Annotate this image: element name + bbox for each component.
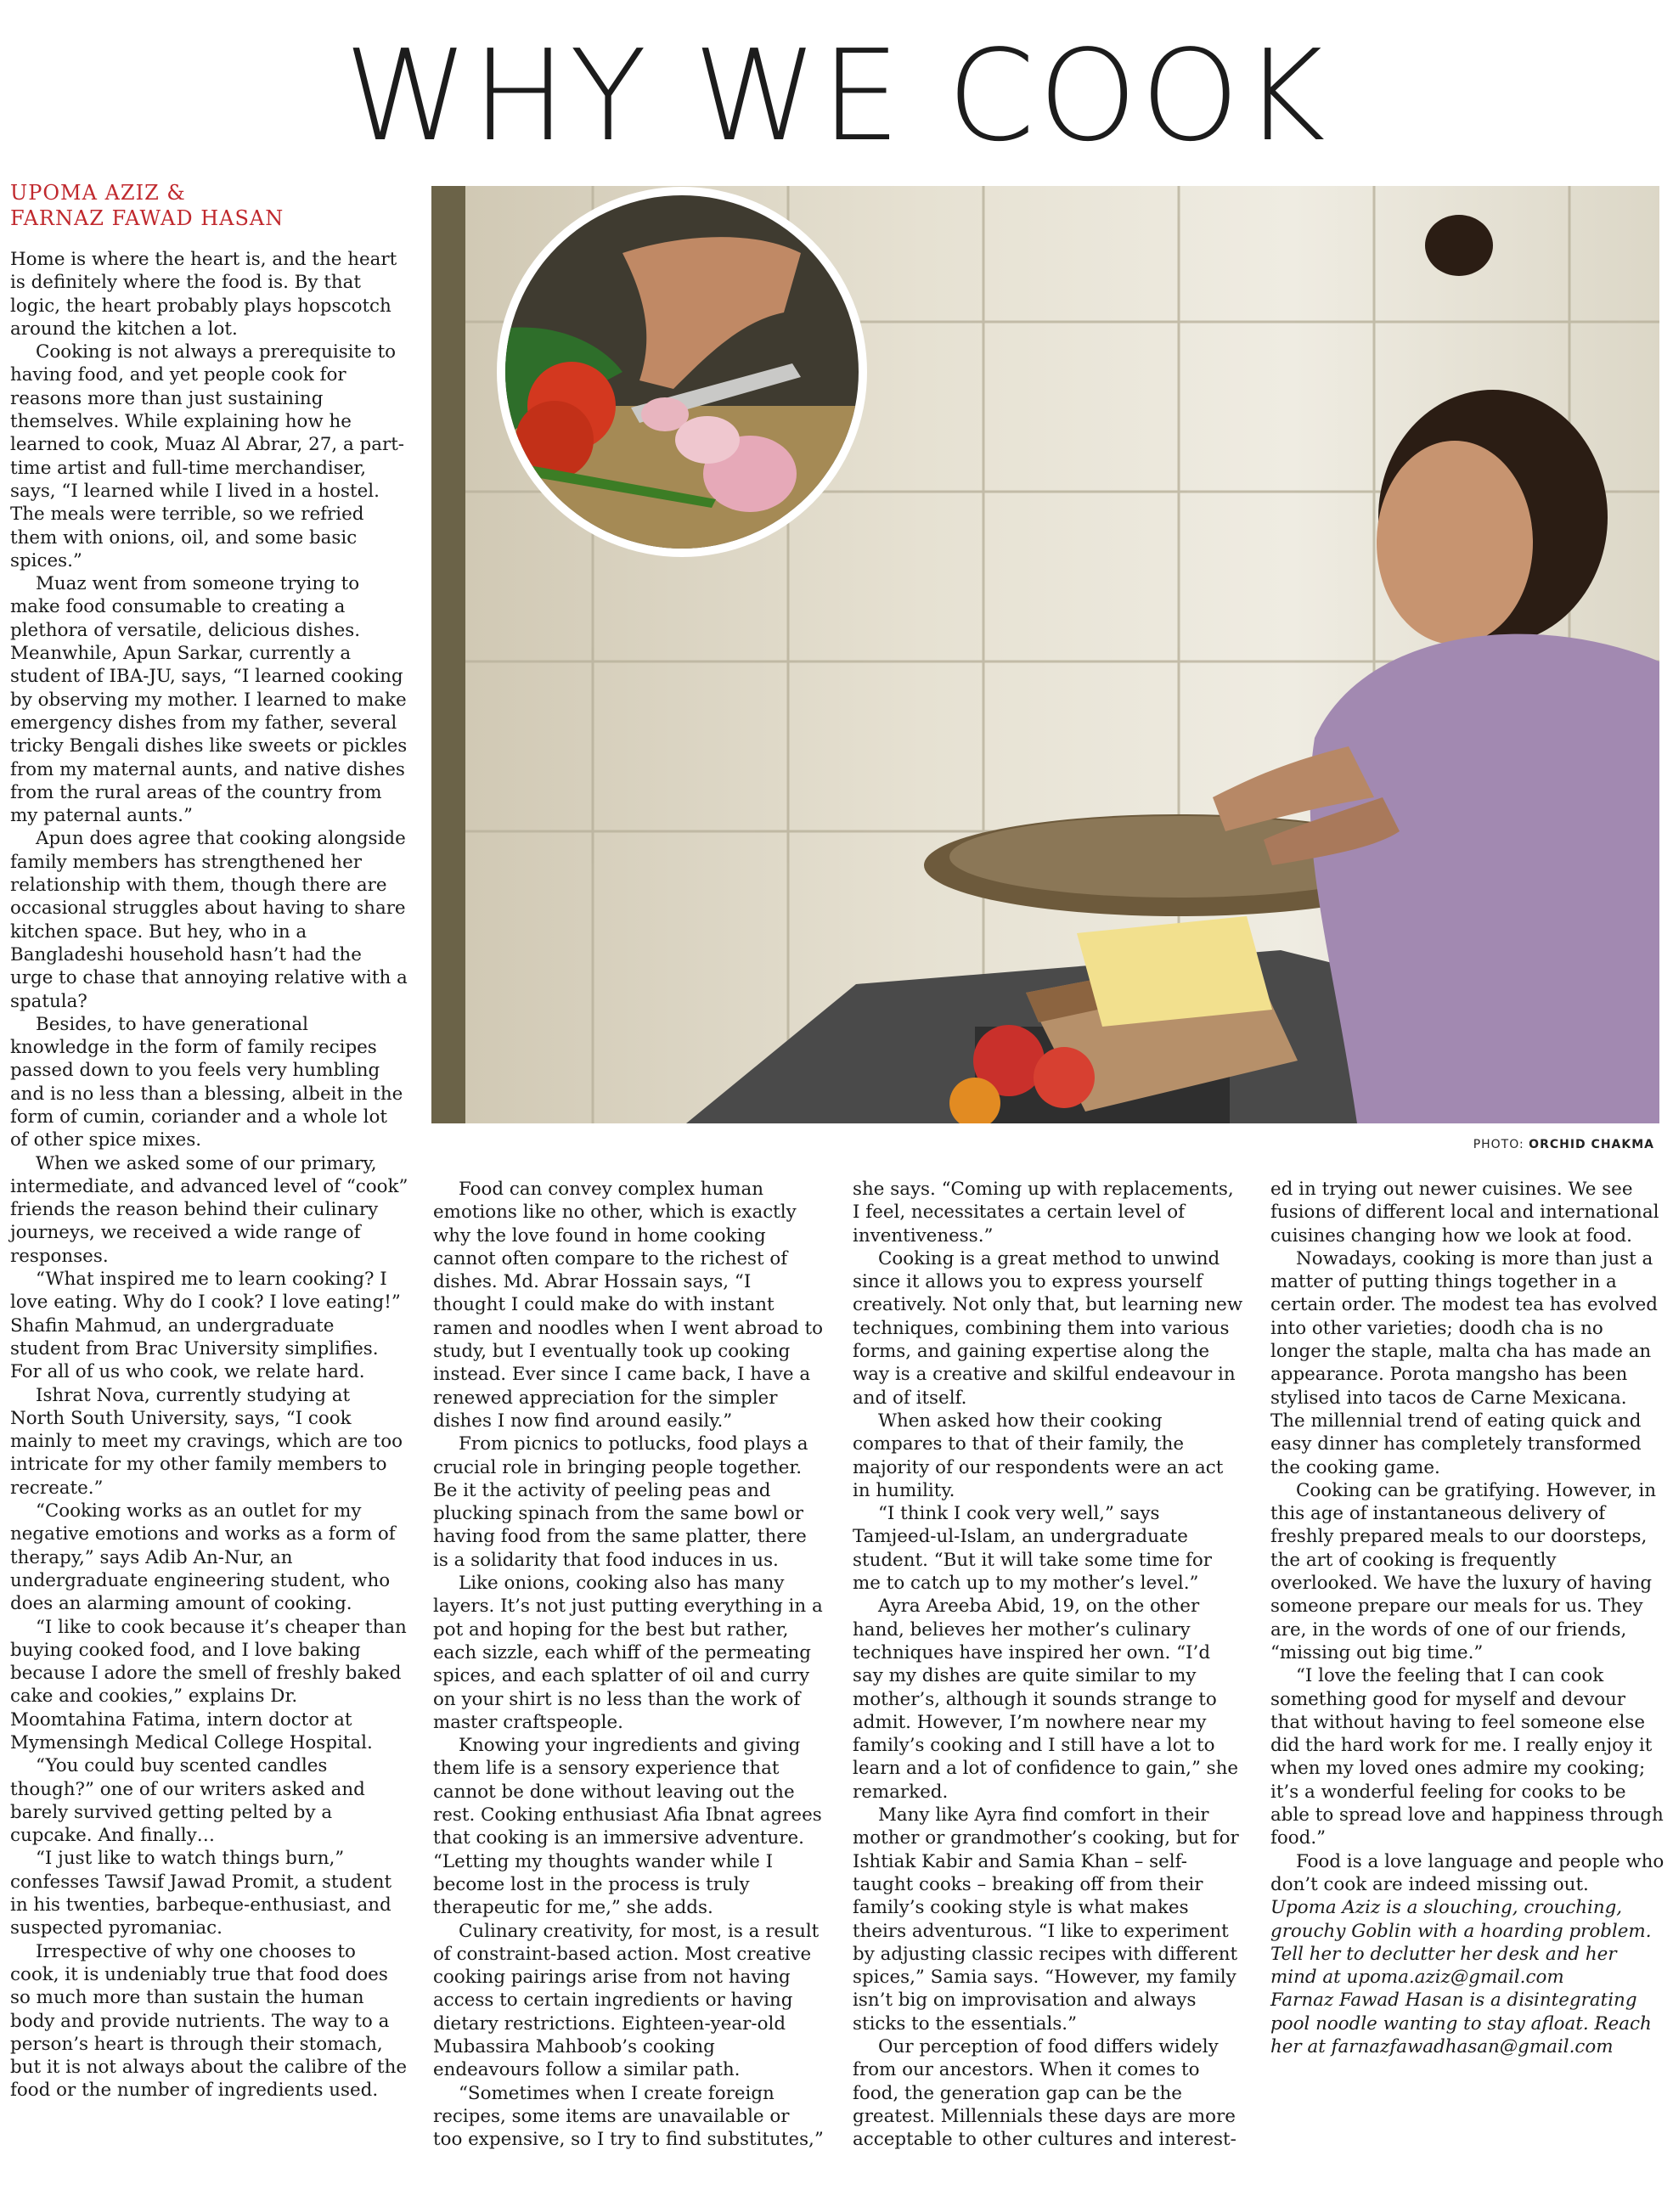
paragraph: “I love the feeling that I can cook something good for myself and devour that without having to feel someone else did the hard work for me. I really enjoy it when my loved ones admire my cooking; it’s a wonderful feeling for cooks to be able to spread love and happiness through food.” — [1270, 1665, 1664, 1849]
paragraph: When asked how their cooking compares to that of their family, the majority of our respondents were an act in humility. — [853, 1410, 1224, 1501]
paragraph: Nowadays, cooking is more than just a matter of putting things together in a certain order. The modest tea has evolved into other varieties; doodh cha is no longer the staple, malta cha has made an appearance. Porota mangsho has been stylised into tacos de Carne Mexicana. The millennial trend of eating quick and easy dinner has completely transformed the cooking game. — [1270, 1247, 1658, 1478]
paragraph: Besides, to have generational knowledge in the form of family recipes passed down to you feels very humbling and is no less than a blessing, albeit in the form of cumin, coriander and a whole lot of other spice mixes. — [10, 1013, 403, 1151]
byline-author-1: UPOMA AZIZ & — [10, 181, 186, 205]
cooking-photo — [431, 186, 1659, 1123]
paragraph: “You could buy scented candles though?” one of our writers asked and barely survived getting pelted by a cupcake. And finally… — [10, 1755, 365, 1847]
photo-credit — [1473, 1138, 1654, 1151]
paragraph: Cooking is a great method to unwind since it allows you to express yourself creatively. Not only that, but learning new techniques, combining them into various forms, and gaining expertise along the way is a creative and skilful endeavour in and of itself. — [853, 1247, 1243, 1409]
article-column-3 — [853, 1178, 1245, 2151]
photo-credit-name: ORCHID CHAKMA — [1529, 1138, 1654, 1151]
paragraph: she says. “Coming up with replacements, I feel, necessitates a certain level of inventiveness.” — [853, 1179, 1234, 1247]
paragraph: Cooking can be gratifying. However, in this age of instantaneous delivery of freshly prepared meals to our doorsteps, the art of cooking is frequently overlooked. We have the luxury of having someone prepare our meals for us. They are, in the words of one of our friends, “missing out big time.” — [1270, 1479, 1657, 1663]
paragraph: From picnics to potlucks, food plays a crucial role in bringing people together. Be it the activity of peeling peas and plucking spinach from the same bowl or having food from the same platter, there is a solidarity that food induces in us. — [433, 1433, 808, 1571]
paragraph: “Sometimes when I create foreign recipes, some items are unavailable or too expensive, so I try to find substitutes,” — [433, 2082, 824, 2151]
author-bio: Upoma Aziz is a slouching, crouching, grouchy Goblin with a hoarding problem. Tell her to declutter her desk and her mind at upoma.aziz@gmail.com — [1270, 1897, 1652, 1989]
paragraph: “I just like to watch things burn,” confesses Tawsif Jawad Promit, a student in his twenties, barbeque-enthusiast, and suspected pyromaniac. — [10, 1848, 392, 1939]
paragraph: Food is a love language and people who don’t cook are indeed missing out. — [1270, 1850, 1665, 1895]
paragraph: Ishrat Nova, currently studying at North South University, says, “I cook mainly to meet my cravings, which are too intricate for my other family members to recreate.” — [10, 1384, 403, 1499]
paragraph: Like onions, cooking also has many layers. It’s not just putting everything in a pot and hoping for the best but rather, each sizzle, each whiff of the permeating spices, and each splatter of oil and curry on your shirt is no less than the work of master craftspeople. — [433, 1573, 823, 1733]
headline: WHY WE COOK — [344, 23, 1329, 169]
paragraph: When we asked some of our primary, intermediate, and advanced level of “cook” friends the reason behind their culinary journeys, we received a wide range of responses. — [10, 1152, 408, 1267]
article-column-2 — [433, 1178, 824, 2151]
paragraph: Apun does agree that cooking alongside family members has strengthened her relationship with them, though there are occasional struggles about having to share kitchen space. But hey, who in a Bangladeshi household hasn’t had the urge to chase that annoying relative with a spatula? — [10, 828, 408, 1012]
byline — [10, 180, 409, 231]
paragraph: Cooking is not always a prerequisite to having food, and yet people cook for reasons more than just sustaining themselves. While explaining how he learned to cook, Muaz Al Abrar, 27, a part-time artist and full-time merchandiser, says, “I learned while I lived in a hostel. The meals were terrible, so we refried them with onions, oil, and some basic spices.” — [10, 341, 405, 571]
paragraph: “Cooking works as an outlet for my negative emotions and works as a form of therapy,” says Adib An-Nur, an undergraduate engineering student, who does an alarming amount of cooking. — [10, 1500, 396, 1615]
byline-author-2: FARNAZ FAWAD HASAN — [10, 206, 284, 230]
paragraph: Many like Ayra find comfort in their mother or grandmother’s cooking, but for Ishtiak Kabir and Samia Khan – self-taught cooks – breaking off from their family’s cooking style is what makes theirs adventurous. “I like to experiment by adjusting classic recipes with different spices,” Samia says. “However, my family isn’t big on improvisation and always sticks to the essentials.” — [853, 1804, 1239, 2035]
paragraph: Muaz went from someone trying to make food consumable to creating a plethora of versatile, delicious dishes. Meanwhile, Apun Sarkar, currently a student of IBA-JU, says, “I learned cooking by observing my mother. I learned to make emergency dishes from my father, several tricky Bengali dishes like sweets or pickles from my maternal aunts, and native dishes from the rural areas of the country from my paternal aunts.” — [10, 573, 408, 827]
paragraph: Ayra Areeba Abid, 19, on the other hand, believes her mother’s culinary techniques have inspired her own. “I’d say my dishes are quite similar to my mother’s, although it sounds strange to admit. However, I’m nowhere near my family’s cooking and I still have a lot to learn and a lot of confidence to gain,” she remarked. — [853, 1596, 1239, 1803]
paragraph: ed in trying out newer cuisines. We see fusions of different local and international cuisines changing how we look at food. — [1270, 1179, 1659, 1247]
paragraph: “I like to cook because it’s cheaper than buying cooked food, and I love baking because I adore the smell of freshly baked cake and cookies,” explains Dr. Moomtahina Fatima, intern doctor at Mymensingh Medical College Hospital. — [10, 1616, 407, 1753]
paragraph: “I think I cook very well,” says Tamjeed-ul-Islam, an undergraduate student. “But it will take some time for me to catch up to my mother’s level.” — [853, 1503, 1212, 1595]
author-bio: Farnaz Fawad Hasan is a disintegrating pool noodle wanting to stay afloat. Reach her at farnazfawadhasan@gmail.com — [1270, 1990, 1652, 2057]
paragraph: Home is where the heart is, and the heart is definitely where the food is. By that logic, the heart probably plays hopscotch around the kitchen a lot. — [10, 249, 397, 340]
paragraph: Food can convey complex human emotions like no other, which is exactly why the love found in home cooking cannot often compare to the richest of dishes. Md. Abrar Hossain says, “I thought I could make do with instant ramen and noodles when I went abroad to study, but I eventually took up cooking instead. Ever since I came back, I have a renewed appreciation for the simpler dishes I now find around easily.” — [433, 1179, 824, 1432]
inset-cutting-photo — [495, 186, 869, 559]
paragraph: “What inspired me to learn cooking? I love eating. Why do I cook? I love eating!” Shafin Mahmud, an undergraduate student from Brac University simplifies. For all of us who cook, we relate hard. — [10, 1269, 401, 1383]
photo-credit-prefix: PHOTO: — [1473, 1138, 1529, 1151]
paragraph: Irrespective of why one chooses to cook, it is undeniably true that food does so much more than sustain the human body and provide nutrients. The way to a person’s heart is through their stomach, but it is not always about the calibre of the food or the number of ingredients used. — [10, 1940, 408, 2102]
paragraph: Culinary creativity, for most, is a result of constraint-based action. Most creative cooking pairings arise from not having access to certain ingredients or having dietary restrictions. Eighteen-year-old Mubassira Mahboob’s cooking endeavours follow a similar path. — [433, 1920, 820, 2081]
article-column-4 — [1270, 1178, 1665, 2058]
paragraph: Our perception of food differs widely from our ancestors. When it comes to food, the generation gap can be the greatest. Millennials these days are more acceptable to other cultures and interest- — [853, 2035, 1236, 2151]
article-column-1 — [10, 248, 409, 2102]
paragraph: Knowing your ingredients and giving them life is a sensory experience that cannot be done without leaving out the rest. Cooking enthusiast Afia Ibnat agrees that cooking is an immersive adventure. “Letting my thoughts wander while I become lost in the process is truly therapeutic for me,” she adds. — [433, 1735, 822, 1919]
